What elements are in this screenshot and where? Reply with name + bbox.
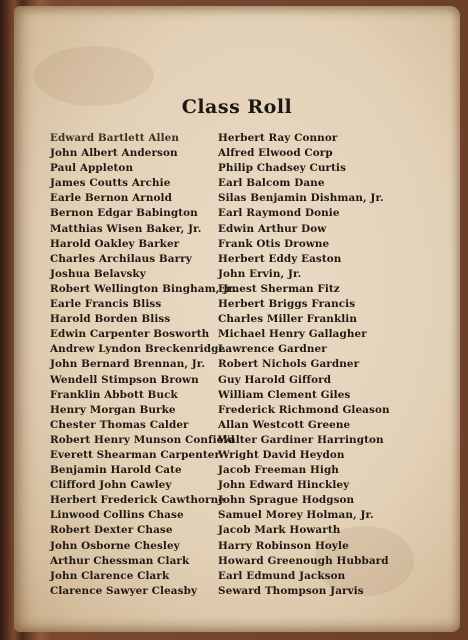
page-title: Class Roll <box>181 96 293 118</box>
roll-name: Linwood Collins Chase <box>50 509 184 522</box>
roll-name: Wright David Heydon <box>218 448 345 461</box>
roll-name: Ernest Sherman Fitz <box>218 282 340 295</box>
roll-name: Alfred Elwood Corp <box>218 147 333 160</box>
roll-name: John Osborne Chesley <box>50 539 180 552</box>
roll-name: Earle Bernon Arnold <box>50 192 172 205</box>
roll-name: Clifford John Cawley <box>50 479 172 492</box>
roll-name: Earl Edmund Jackson <box>218 569 346 582</box>
roll-name: Harold Oakley Barker <box>50 237 180 250</box>
roll-name: Harry Robinson Hoyle <box>218 539 349 552</box>
roll-name: Walter Gardiner Harrington <box>218 433 384 446</box>
roll-name: Matthias Wisen Baker, Jr. <box>50 222 202 235</box>
roll-name: Bernon Edgar Babington <box>50 207 198 220</box>
roll-name: Charles Archilaus Barry <box>50 252 192 265</box>
roll-name: Edwin Carpenter Bosworth <box>50 328 210 341</box>
roll-name: Jacob Freeman High <box>218 464 339 477</box>
book-page <box>14 6 460 632</box>
roll-name: Everett Shearman Carpenter <box>50 448 221 461</box>
roll-name: John Sprague Hodgson <box>218 494 355 507</box>
roll-name: Earle Francis Bliss <box>50 298 162 311</box>
roll-name: Herbert Eddy Easton <box>218 252 342 265</box>
roll-name: Frank Otis Drowne <box>218 237 330 250</box>
roll-name: Franklin Abbott Buck <box>50 388 178 401</box>
roll-name: Chester Thomas Calder <box>50 418 189 431</box>
roll-name: Howard Greenough Hubbard <box>218 554 389 567</box>
roll-name: John Bernard Brennan, Jr. <box>50 358 206 371</box>
roll-name: Silas Benjamin Dishman, Jr. <box>218 192 384 205</box>
roll-name: Robert Henry Munson Confield <box>50 433 235 446</box>
roll-name: Henry Morgan Burke <box>50 403 176 416</box>
roll-name: Paul Appleton <box>50 162 134 175</box>
roll-name: James Coutts Archie <box>50 177 171 190</box>
roll-name: Philip Chadsey Curtis <box>218 162 347 175</box>
roll-name: Jacob Mark Howarth <box>218 524 341 537</box>
roll-name: Herbert Ray Connor <box>218 132 338 144</box>
roll-name: Frederick Richmond Gleason <box>218 403 390 416</box>
roll-name: Andrew Lyndon Breckenridge <box>50 343 226 356</box>
roll-right-column <box>218 131 450 599</box>
roll-name: Robert Wellington Bingham, Jr. <box>50 282 237 295</box>
roll-name: Samuel Morey Holman, Jr. <box>218 509 374 522</box>
roll-name: Herbert Briggs Francis <box>218 298 356 311</box>
roll-name: John Edward Hinckley <box>218 479 350 492</box>
roll-name: Wendell Stimpson Brown <box>50 373 199 386</box>
roll-name: Edwin Arthur Dow <box>218 222 327 235</box>
roll-name: Arthur Chessman Clark <box>50 554 190 567</box>
roll-name: John Clarence Clark <box>50 569 170 582</box>
roll-name: Clarence Sawyer Cleasby <box>50 584 198 597</box>
roll-name: Seward Thompson Jarvis <box>218 584 364 597</box>
roll-name: Herbert Frederick Cawthorne <box>50 494 225 507</box>
roll-name: Harold Borden Bliss <box>50 313 171 326</box>
roll-name: John Ervin, Jr. <box>218 267 302 280</box>
roll-name: Charles Miller Franklin <box>218 313 358 326</box>
roll-name: Guy Harold Gifford <box>218 373 332 386</box>
roll-name: Robert Dexter Chase <box>50 524 173 537</box>
roll-name: William Clement Giles <box>218 388 351 401</box>
roll-name: Joshua Belavsky <box>50 267 146 280</box>
roll-name: Robert Nichols Gardner <box>218 358 360 371</box>
roll-name: Allan Westcott Greene <box>218 418 351 431</box>
roll-name: Edward Bartlett Allen <box>50 132 180 144</box>
roll-name: Lawrence Gardner <box>218 343 327 356</box>
roll-name: Earl Raymond Donie <box>218 207 340 220</box>
roll-name: Michael Henry Gallagher <box>218 328 367 341</box>
roll-name: Earl Balcom Dane <box>218 177 325 190</box>
roll-name: John Albert Anderson <box>50 147 178 160</box>
roll-name: Benjamin Harold Cate <box>50 464 182 477</box>
